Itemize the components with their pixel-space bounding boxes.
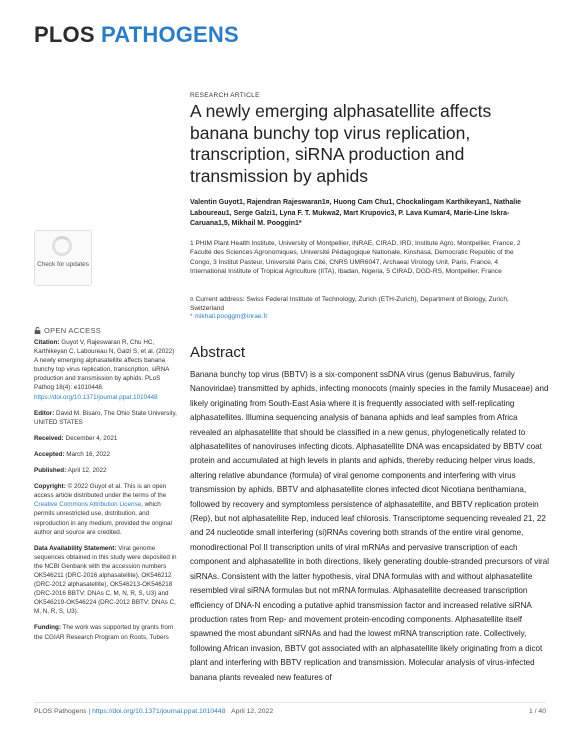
citation-label: Citation: <box>34 339 60 346</box>
copyright-block <box>34 482 179 537</box>
author-list: Valentin Guyot1, Rajendran Rajeswaran1¤, Huong Cam Chu1, Chockalingam Karthikeyan1, Nathalie Laboureau1, Serge Galzi1, Lyna F. T. Mukwa2, Mart Krupovic3, P. Lava Kumar4, Marie-Line Iskra-Caruana1,5, Mikhail M. Pooggin1* <box>190 199 522 227</box>
article-type: RESEARCH ARTICLE <box>190 92 260 99</box>
page-number: 1 / 40 <box>528 708 546 715</box>
editor-label: Editor: <box>34 409 55 417</box>
published-date: April 12, 2022 <box>67 467 107 475</box>
abstract-text: Banana bunchy top virus (BBTV) is a six-component ssDNA virus (genus Babuvirus, family Nanoviridae) transmitted by aphids, infecting monocots (mainly species in the family Musaceae) and likely originating from South-East Asia where it is frequently associated with self-replicating alphasatellites. Illumina sequencing analysis of banana aphids and leaf samples from Africa revealed an alphasatellite that should be classified in a new genus, phylogenetically related to alphasatellites of nanoviruses infecting dicots. Alphasatellite DNA was encapsidated by BBTV coat protein and accumulated at high levels in plants and aphids, thereby reducing helper virus loads, altering relative abundance (formula) of viral genome components and interfering with virus transmission by aphids. BBTV and alphasatellite clones infected dicot Nicotiana benthamiana, followed by recovery and symptomless persistence of alphasatellite, and BBTV replication protein (Rep), but not alphasatellite Rep, induced leaf chlorosis. Transcriptome sequencing revealed 21, 22 and 24 nucleotide small interfering (si)RNAs covering both strands of the entire viral genome, monodirectional Pol II transcription units of viral mRNAs and pervasive transcription of each component and alphasatellite in both directions, likely generating double-stranded precursors of viral siRNAs. Consistent with the latter hypothesis, viral DNA formulas with and without alphasatellite resembled viral siRNA formulas but not mRNA formulas. Alphasatellite decreased transcription efficiency of DNA-N encoding a putative aphid transmission factor and increased relative siRNA production rates from Rep- and movement protein-encoding components. Alphasatellite itself spawned the most abundant siRNAs and had the lowest mRNA transcription rate. Collectively, following African invasion, BBTV got associated with an alphasatellite likely originating from a dicot plant and interfering with BBTV replication and transmission. Molecular analysis of virus-infected banana plants revealed new features of <box>190 370 550 682</box>
accepted-label: Accepted: <box>34 450 65 458</box>
footer-separator: | <box>86 708 93 715</box>
data-availability-label: Data Availability Statement: <box>34 544 117 552</box>
footer-date: April 12, 2022 <box>231 708 274 715</box>
published-label: Published: <box>34 467 67 475</box>
copyright-text: © 2022 Guyot et al. This is an open access article distributed under the terms of the <box>34 483 167 500</box>
received-block <box>34 434 179 443</box>
badge-label: Check for updates <box>37 261 89 268</box>
open-lock-icon <box>34 327 41 334</box>
open-access-text: OPEN ACCESS <box>44 326 102 335</box>
funding-text: The work was supported by grants from the CGIAR Research Program on Roots, Tubers <box>34 624 174 641</box>
check-for-updates-badge[interactable] <box>34 230 92 286</box>
funding-block <box>34 623 179 641</box>
citation-text: Guyot V, Rajeswaran R, Chu HC, Karthikeyan C, Laboureau N, Galzi S, et al. (2022) A newly emerging alphasatellite affects banana bunchy top virus replication, transcription, siRNA production and transmission by aphids. PLoS Pathog 18(4): e1010448. <box>34 339 175 392</box>
footer-journal: PLOS Pathogens <box>34 708 87 715</box>
published-block <box>34 466 179 475</box>
journal-name-part2: PATHOGENS <box>101 22 239 47</box>
received-label: Received: <box>34 434 64 442</box>
corresponding-email[interactable]: * mikhail.pooggin@inrae.fr <box>190 313 268 320</box>
citation-block <box>34 338 179 402</box>
open-access-label <box>34 326 101 335</box>
funding-label: Funding: <box>34 624 61 632</box>
editor-text: David M. Bisaro, The Ohio State University, UNITED STATES <box>34 409 177 426</box>
footer-doi-link[interactable]: https://doi.org/10.1371/journal.ppat.1010448 <box>92 708 226 715</box>
copyright-text-end: , which permits unrestricted use, distribution, and reproduction in any medium, provided the original author and source are credited. <box>34 501 172 536</box>
article-title: A newly emerging alphasatellite affects banana bunchy top virus replication, transcription, siRNA production and transmission by aphids <box>190 101 492 186</box>
copyright-label: Copyright: <box>34 483 66 491</box>
journal-logo <box>34 22 239 48</box>
citation-doi-link[interactable]: https://doi.org/10.1371/journal.ppat.1010448 <box>34 393 158 401</box>
affiliations: 1 PHIM Plant Health Institute, University of Montpellier, INRAE, CIRAD, IRD, Institute Agro, Montpellier, France, 2 Faculté des Sciences Agronomiques, Université Pédagogique Nationale, Kinshasa, Democratic Republic of the Congo, 3 Institut Pasteur, Université Paris Cité, CNRS UMR6047, Archaeal Virology Unit, Paris, France, 4 International Institute of Tropical Agriculture (IITA), Ibadan, Nigeria, 5 CIRAD, DGD-RS, Montpellier, France <box>190 240 521 275</box>
abstract-heading: Abstract <box>190 344 246 361</box>
accepted-block <box>34 450 179 459</box>
current-address: ¤ Current address: Swiss Federal Institute of Technology, Zurich (ETH-Zurich), Department of Biology, Zurich, Switzerland <box>190 296 509 313</box>
page-footer <box>34 708 546 715</box>
article-sidebar <box>34 338 179 649</box>
journal-name-part1: PLOS <box>34 22 95 47</box>
received-date: December 4, 2021 <box>65 434 118 442</box>
data-availability-text: Viral genome sequences obtained in this study were deposited in the NCBI Genbank with the accession numbers OK546211 (DRC-2016 alphasatellite), OK546212 (DRC-2012 alphasatellite), OK546213-OK546218 (DRC-2016 BBTV: DNAs C, M, N, R, S, U3) and OK546219-OK546224 (DRC-2012 BBTV: DNAs C, M, N, R, S, U3). <box>34 544 177 616</box>
footer-divider <box>34 702 546 703</box>
editor-block <box>34 409 179 427</box>
data-availability-block <box>34 544 179 617</box>
update-check-icon <box>52 236 72 256</box>
accepted-date: March 16, 2022 <box>66 450 110 458</box>
license-link[interactable]: Creative Commons Attribution License <box>34 501 142 509</box>
